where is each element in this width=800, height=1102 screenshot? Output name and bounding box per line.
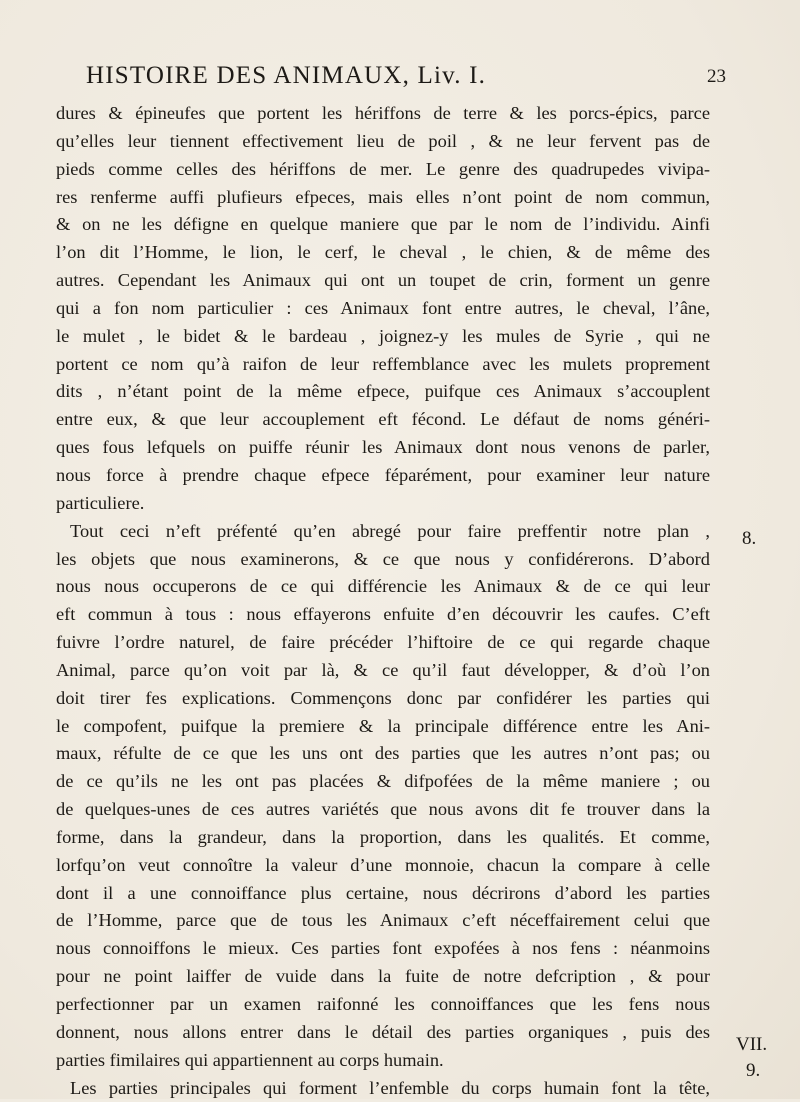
text-line: le compofent, puifque la premiere & la principale différence entre les Ani- bbox=[56, 715, 710, 736]
text-line: nous nous occuperons de ce qui différencie les Animaux & de ce qui leur bbox=[56, 576, 710, 597]
text-line: res renferme auffi plufieurs efpeces, mais elles n’ont point de nom commun, bbox=[56, 186, 710, 207]
text-line: de l’Homme, parce que de tous les Animaux c’eft néceffairement celui que bbox=[56, 910, 710, 931]
text-line: qu’elles leur tiennent effectivement lieu de poil , & ne leur fervent pas de bbox=[56, 130, 710, 151]
running-head bbox=[86, 62, 726, 96]
text-line: parties fimilaires qui appartiennent au corps humain. bbox=[56, 1049, 444, 1070]
text-line: qui a fon nom particulier : ces Animaux font entre autres, le cheval, l’âne, bbox=[56, 297, 710, 318]
text-line: Animal, parce qu’on voit par là, & ce qu’il faut développer, & d’où l’on bbox=[56, 659, 710, 680]
text-line: le mulet , le bidet & le bardeau , joignez-y les mules de Syrie , qui ne bbox=[56, 325, 710, 346]
text-line: l’on dit l’Homme, le lion, le cerf, le cheval , le chien, & de même des bbox=[56, 242, 710, 263]
text-line: perfectionner par un examen raifonné les connoiffances que les fens nous bbox=[56, 994, 710, 1014]
text-line: lorfqu’on veut connoître la valeur d’une monnoie, chacun la compare à celle bbox=[56, 854, 710, 875]
text-line: Les parties principales qui forment l’enfemble du corps humain font la tête, bbox=[70, 1077, 710, 1098]
text-line: & on ne les défigne en quelque maniere que par le nom de l’individu. Ainfi bbox=[56, 214, 710, 235]
text-line: pour ne point laiffer de vuide dans la fuite de notre defcription , & pour bbox=[56, 966, 710, 987]
text-line: les objets que nous examinerons, & ce que nous y confidérerons. D’abord bbox=[56, 548, 710, 569]
text-line: de ce qu’ils ne les ont pas placées & difpofées de la même maniere ; ou bbox=[56, 771, 710, 792]
text-line: nous force à prendre chaque efpece féparément, pour examiner leur nature bbox=[56, 464, 710, 485]
text-line: entre eux, & que leur accouplement eft fécond. Le défaut de noms généri- bbox=[56, 409, 710, 430]
margin-note-section-vii: VII. bbox=[736, 1034, 768, 1055]
text-line: Tout ceci n’eft préfenté qu’en abregé pour faire preffentir notre plan , bbox=[70, 520, 710, 541]
text-line: fuivre l’ordre naturel, de faire précéder l’hiftoire de ce qui regarde chaque bbox=[56, 632, 710, 653]
text-line: nous connoiffons le mieux. Ces parties font expofées à nos fens : néanmoins bbox=[56, 938, 710, 959]
running-head-title: HISTOIRE DES ANIMAUX, Liv. I. bbox=[86, 62, 487, 89]
text-line: dits , n’étant point de la même efpece, puifque ces Animaux s’accouplent bbox=[56, 381, 710, 402]
text-line: maux, réfulte de ce que les uns ont des parties que les autres n’ont pas; ou bbox=[56, 743, 710, 764]
text-line: pieds comme celles des hériffons de mer. Le genre des quadrupedes vivipa- bbox=[56, 158, 710, 179]
margin-note-section-9: 9. bbox=[746, 1060, 761, 1081]
text-line: donnent, nous allons entrer dans le détail des parties organiques , puis des bbox=[56, 1021, 710, 1042]
text-line: autres. Cependant les Animaux qui ont un toupet de crin, forment un genre bbox=[56, 270, 710, 291]
text-line: particuliere. bbox=[56, 492, 145, 513]
text-line: doit tirer fes explications. Commençons donc par confidérer les parties qui bbox=[56, 687, 710, 708]
body-text bbox=[56, 100, 710, 1102]
text-line: portent ce nom qu’à raifon de leur reffemblance avec les mulets proprement bbox=[56, 353, 710, 374]
text-line: ques fous lefquels on puiffe réunir les Animaux dont nous venons de parler, bbox=[56, 437, 710, 458]
text-line: eft commun à tous : nous effayerons enfuite d’en découvrir les caufes. C’eft bbox=[56, 604, 710, 625]
text-line: dont il a une connoiffance plus certaine, nous décrirons d’abord les parties bbox=[56, 882, 710, 903]
page-number: 23 bbox=[707, 66, 726, 87]
margin-note-section-8: 8. bbox=[742, 528, 757, 549]
text-line: dures & épineufes que portent les hériffons de terre & les porcs-épics, parce bbox=[56, 103, 710, 123]
text-line: forme, dans la grandeur, dans la proportion, dans les qualités. Et comme, bbox=[56, 826, 710, 847]
text-line: de quelques-unes de ces autres variétés que nous avons dit fe trouver dans la bbox=[56, 799, 710, 820]
